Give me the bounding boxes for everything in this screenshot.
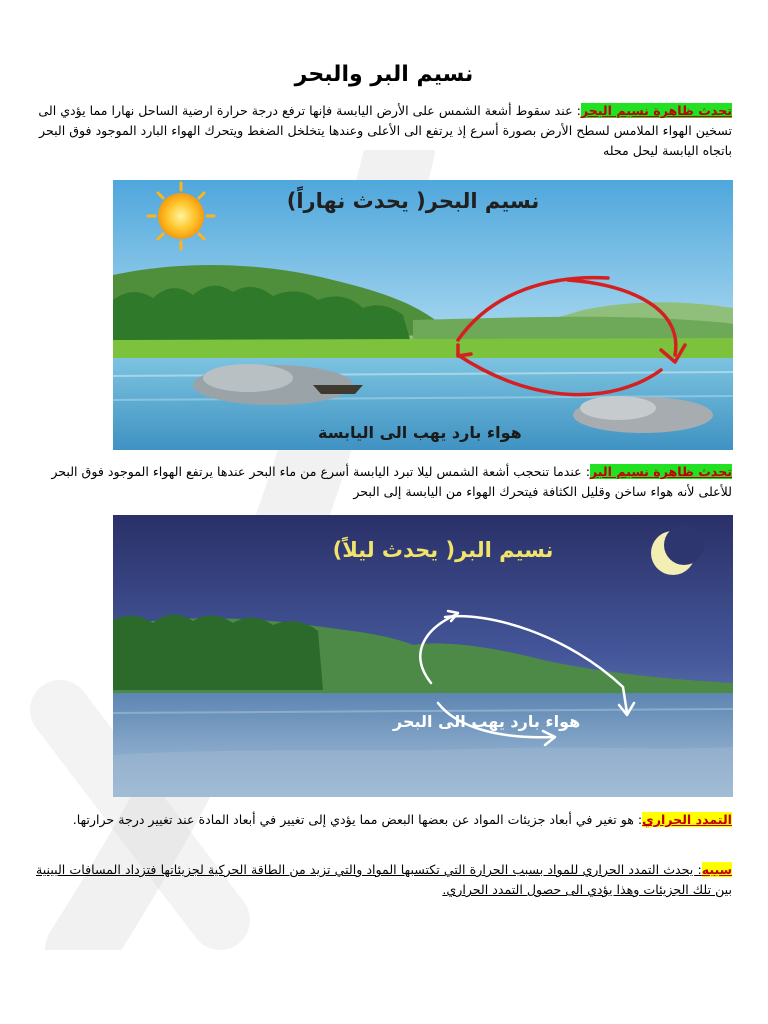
sea-breeze-text: : عند سقوط أشعة الشمس على الأرض اليابسة فإنها ترفع درجة حرارة ارضية الساحل نهارا مما يؤدي الى تسخين الهواء الملامس لسطح الأرض بصورة أسرع إذ يرتفع الى الأعلى وعندها يتخلخل الضغط ويتحرك الهواء البارد الموجود فوق البحر باتجاه اليابسة ليحل محله — [38, 103, 732, 158]
thermal-expansion-heading: التمدد الحراري — [642, 812, 732, 827]
sea-breeze-heading: تحدث ظاهرة نسيم البحر — [580, 103, 732, 118]
sea-breeze-paragraph — [36, 101, 732, 161]
land-breeze-paragraph — [36, 462, 732, 502]
sea-breeze-figure — [113, 180, 733, 450]
cause-paragraph — [36, 860, 732, 900]
sea-breeze-figure-caption: هواء بارد يهب الى اليابسة — [318, 423, 522, 442]
land-breeze-heading: تحدث ظاهرة نسيم البر — [589, 464, 732, 479]
cause-text: : يحدث التمدد الحراري للمواد بسبب الحرارة التي تكتسبها المواد والتي تزيد من الطاقة الحركية لجزيئاتها فتزداد المسافات البينية بين تلك الجزيئات وهذا يؤدي الى حصول التمدد الحراري. — [36, 862, 732, 897]
page-title: نسيم البر والبحر — [294, 62, 474, 87]
land-breeze-figure-caption: هواء بارد يهب الى البحر — [393, 712, 581, 731]
thermal-expansion-text: : هو تغير في أبعاد جزيئات المواد عن بعضها البعض مما يؤدي إلى تغيير في أبعاد المادة عند تغيير درجة حرارتها. — [72, 812, 643, 827]
cause-heading: سببه — [701, 862, 732, 877]
thermal-expansion-paragraph — [36, 810, 732, 830]
sea-breeze-figure-title: نسيم البحر( يحدث نهاراً) — [286, 189, 540, 213]
land-breeze-figure — [113, 515, 733, 797]
land-breeze-text: : عندما تنحجب أشعة الشمس ليلا تبرد اليابسة أسرع من ماء البحر عندها يرتفع الهواء الموجود فوق البحر للأعلى لأنه هواء ساخن وقليل الكثافة فيتحرك الهواء من اليابسة إلى البحر — [51, 464, 732, 499]
land-breeze-figure-title: نسيم البر( يحدث ليلاً) — [332, 538, 554, 562]
